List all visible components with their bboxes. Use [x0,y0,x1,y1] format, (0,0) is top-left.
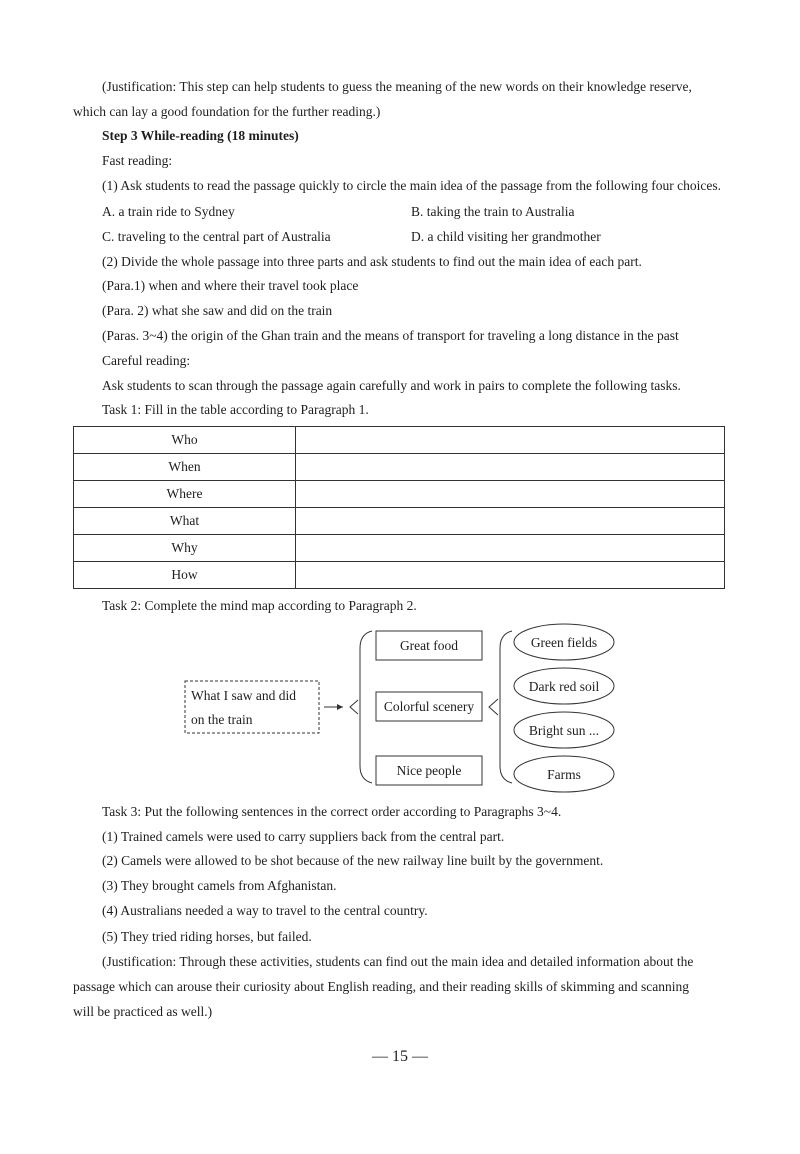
table-row [74,508,725,535]
order-sentence: (5) They tried riding horses, but failed. [102,929,312,944]
mind-map-root-line: on the train [191,712,253,727]
table-row [74,535,725,562]
para-3-4-idea: (Paras. 3~4) the origin of the Ghan train and the means of transport for traveling a long distance in the past [102,328,679,343]
row-label: What [74,508,296,535]
justification-line: (Justification: Through these activities, students can find out the main idea and detailed information about the [102,954,694,969]
row-label: Who [74,427,296,454]
answer-cell[interactable] [296,562,725,589]
leaf-label: Green fields [530,635,598,650]
justification-line: (Justification: This step can help students to guess the meaning of the new words on their knowledge reserve, [102,79,692,94]
paragraph-1-table [73,426,725,589]
row-label: How [74,562,296,589]
table-row [74,562,725,589]
mind-map-root-line: What I saw and did [191,688,296,703]
choice-d: D. a child visiting her grandmother [411,229,601,244]
fast-reading-label: Fast reading: [102,153,173,168]
order-sentence: (2) Camels were allowed to be shot because of the new railway line built by the government. [102,853,604,868]
answer-cell[interactable] [296,535,725,562]
question-1: (1) Ask students to read the passage quickly to circle the main idea of the passage from the following four choices. [102,178,721,193]
justification-line: will be practiced as well.) [73,1004,213,1019]
careful-instruction: Ask students to scan through the passage again carefully and work in pairs to complete the following tasks. [102,378,681,393]
task-3-title: Task 3: Put the following sentences in the correct order according to Paragraphs 3~4. [102,804,562,819]
para-2-idea: (Para. 2) what she saw and did on the train [102,303,333,318]
brace-icon [350,700,358,714]
row-label: Where [74,481,296,508]
justification-line: which can lay a good foundation for the further reading.) [73,104,381,119]
choice-c: C. traveling to the central part of Australia [102,229,331,244]
order-sentence: (1) Trained camels were used to carry suppliers back from the central part. [102,829,505,844]
para-1-idea: (Para.1) when and where their travel took place [102,278,359,293]
answer-cell[interactable] [296,427,725,454]
question-2: (2) Divide the whole passage into three parts and ask students to find out the main idea of each part. [102,254,642,269]
order-sentence: (3) They brought camels from Afghanistan. [102,878,337,893]
careful-reading-label: Careful reading: [102,353,191,368]
order-sentence: (4) Australians needed a way to travel to the central country. [102,903,428,918]
bracket-icon [500,631,512,783]
table-row [74,454,725,481]
task-1-title: Task 1: Fill in the table according to Paragraph 1. [102,402,369,417]
step-heading: Step 3 While-reading (18 minutes) [102,128,299,143]
task-2-title: Task 2: Complete the mind map according to Paragraph 2. [102,598,417,613]
bracket-icon [360,631,372,783]
leaf-label: Dark red soil [528,679,600,694]
row-label: When [74,454,296,481]
table-row [74,481,725,508]
justification-line: passage which can arouse their curiosity about English reading, and their reading skills of skimming and scanning [73,979,689,994]
choice-b: B. taking the train to Australia [411,204,575,219]
row-label: Why [74,535,296,562]
choice-a: A. a train ride to Sydney [102,204,235,219]
brace-icon [489,699,498,715]
answer-cell[interactable] [296,454,725,481]
branch-label: Nice people [396,763,462,778]
branch-label: Colorful scenery [383,699,475,714]
answer-cell[interactable] [296,481,725,508]
branch-label: Great food [399,638,459,653]
arrowhead-icon [337,704,343,710]
leaf-label: Farms [547,767,581,782]
page-number: — 15 — [372,1048,428,1065]
mind-map [0,620,800,795]
leaf-label: Bright sun ... [528,723,600,738]
table-row [74,427,725,454]
answer-cell[interactable] [296,508,725,535]
